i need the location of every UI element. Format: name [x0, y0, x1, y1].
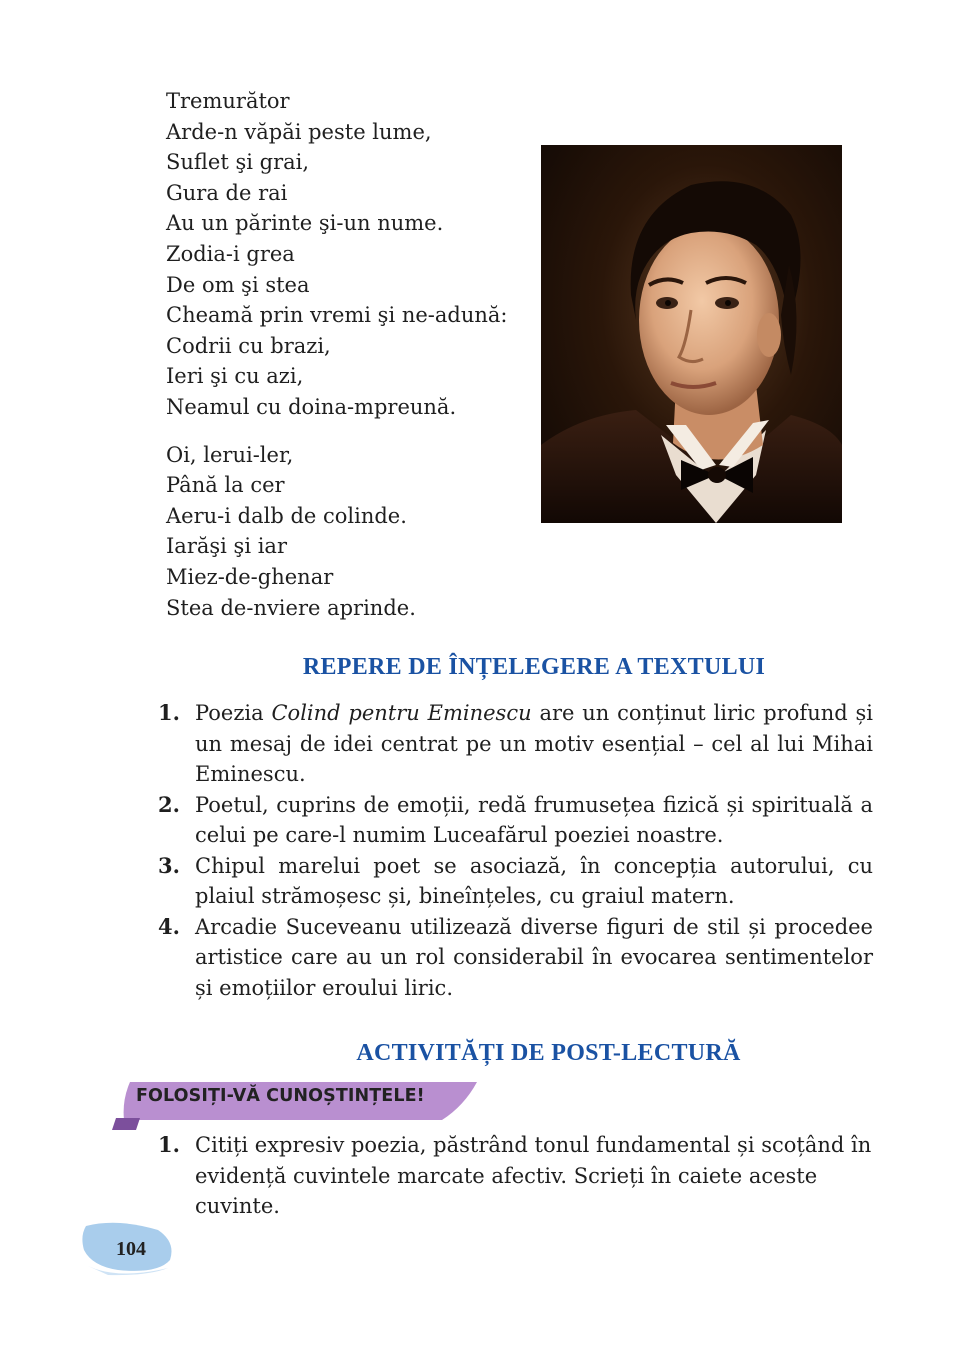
activity-label-banner [112, 1080, 477, 1132]
poem-line: Iarăşi şi iar [166, 534, 287, 559]
poem-line: Tremurător [166, 89, 290, 113]
item-number: 1. [158, 700, 180, 725]
item-text: Poezia [195, 701, 272, 725]
section-heading-comprehension: REPERE DE ÎNȚELEGERE A TEXTULUI [302, 654, 766, 680]
poem-line: Cheamă prin vremi şi ne-adună: [166, 303, 508, 328]
item-number: 3. [158, 852, 180, 878]
poem [166, 86, 546, 623]
page-number: 104 [116, 1238, 146, 1260]
list-item [158, 912, 873, 1004]
activity-list [158, 1130, 873, 1222]
poem-line: Gura de rai [166, 180, 288, 205]
poem-line: Stea de-nviere aprinde. [166, 595, 416, 620]
page-number-badge [78, 1220, 176, 1278]
poem-line: Neamul cu doina-mpreună. [166, 394, 457, 419]
poem-line: Suflet şi grai, [166, 150, 310, 175]
list-item [158, 1130, 873, 1222]
item-number: 1. [158, 1132, 180, 1157]
poem-line: Aeru-i dalb de colinde. [166, 503, 407, 528]
item-number: 4. [158, 913, 180, 939]
poem-title: Colind pentru Eminescu [271, 701, 532, 725]
list-item [158, 790, 873, 851]
item-text: Poetul, cuprins de emoții, redă frumusețea fizică și spirituală a celui pe care-l numim Luceafărul poeziei noastre. [195, 792, 873, 847]
item-text: are un conținut liric profund și un mesaj de idei centrat pe un motiv esențial – cel al lui Mihai Eminescu. [195, 701, 874, 786]
poem-stanza-1 [166, 86, 546, 423]
comprehension-list [158, 698, 873, 1003]
poem-line: Zodia-i grea [166, 241, 295, 266]
item-text: Arcadie Suceveanu utilizează diverse figuri de stil și procedee artistice care au un rol considerabil în evocarea sentimentelor și emoțiilor eroului liric. [195, 914, 873, 1000]
poet-portrait [541, 145, 842, 523]
poem-line: Au un părinte şi-un nume. [166, 211, 444, 236]
portrait-drawing [541, 145, 842, 523]
activity-label-text: FOLOSIȚI-VĂ CUNOȘTINȚELE! [136, 1086, 425, 1106]
list-item [158, 851, 873, 912]
poem-stanza-2 [166, 440, 546, 624]
list-item [158, 698, 873, 790]
poem-line: Codrii cu brazi, [166, 333, 331, 358]
poem-line: Oi, lerui-ler, [166, 442, 294, 467]
item-text: Chipul marelui poet se asociază, în concepția autorului, cu plaiul strămoșesc și, bineînțeles, cu graiul matern. [195, 853, 873, 908]
poem-line: Ieri şi cu azi, [166, 364, 304, 389]
section-heading-post-reading: ACTIVITĂȚI DE POST-LECTURĂ [356, 1040, 741, 1066]
item-number: 2. [158, 791, 180, 817]
poem-line: Arde-n văpăi peste lume, [166, 119, 432, 144]
poem-line: Până la cer [166, 473, 285, 498]
poem-line: Miez-de-ghenar [166, 564, 334, 589]
item-text: Citiți expresiv poezia, păstrând tonul fundamental și scoțând în evidență cuvintele marcate afectiv. Scrieți în caiete aceste cuvinte. [195, 1133, 872, 1218]
poem-line: De om şi stea [166, 272, 310, 297]
